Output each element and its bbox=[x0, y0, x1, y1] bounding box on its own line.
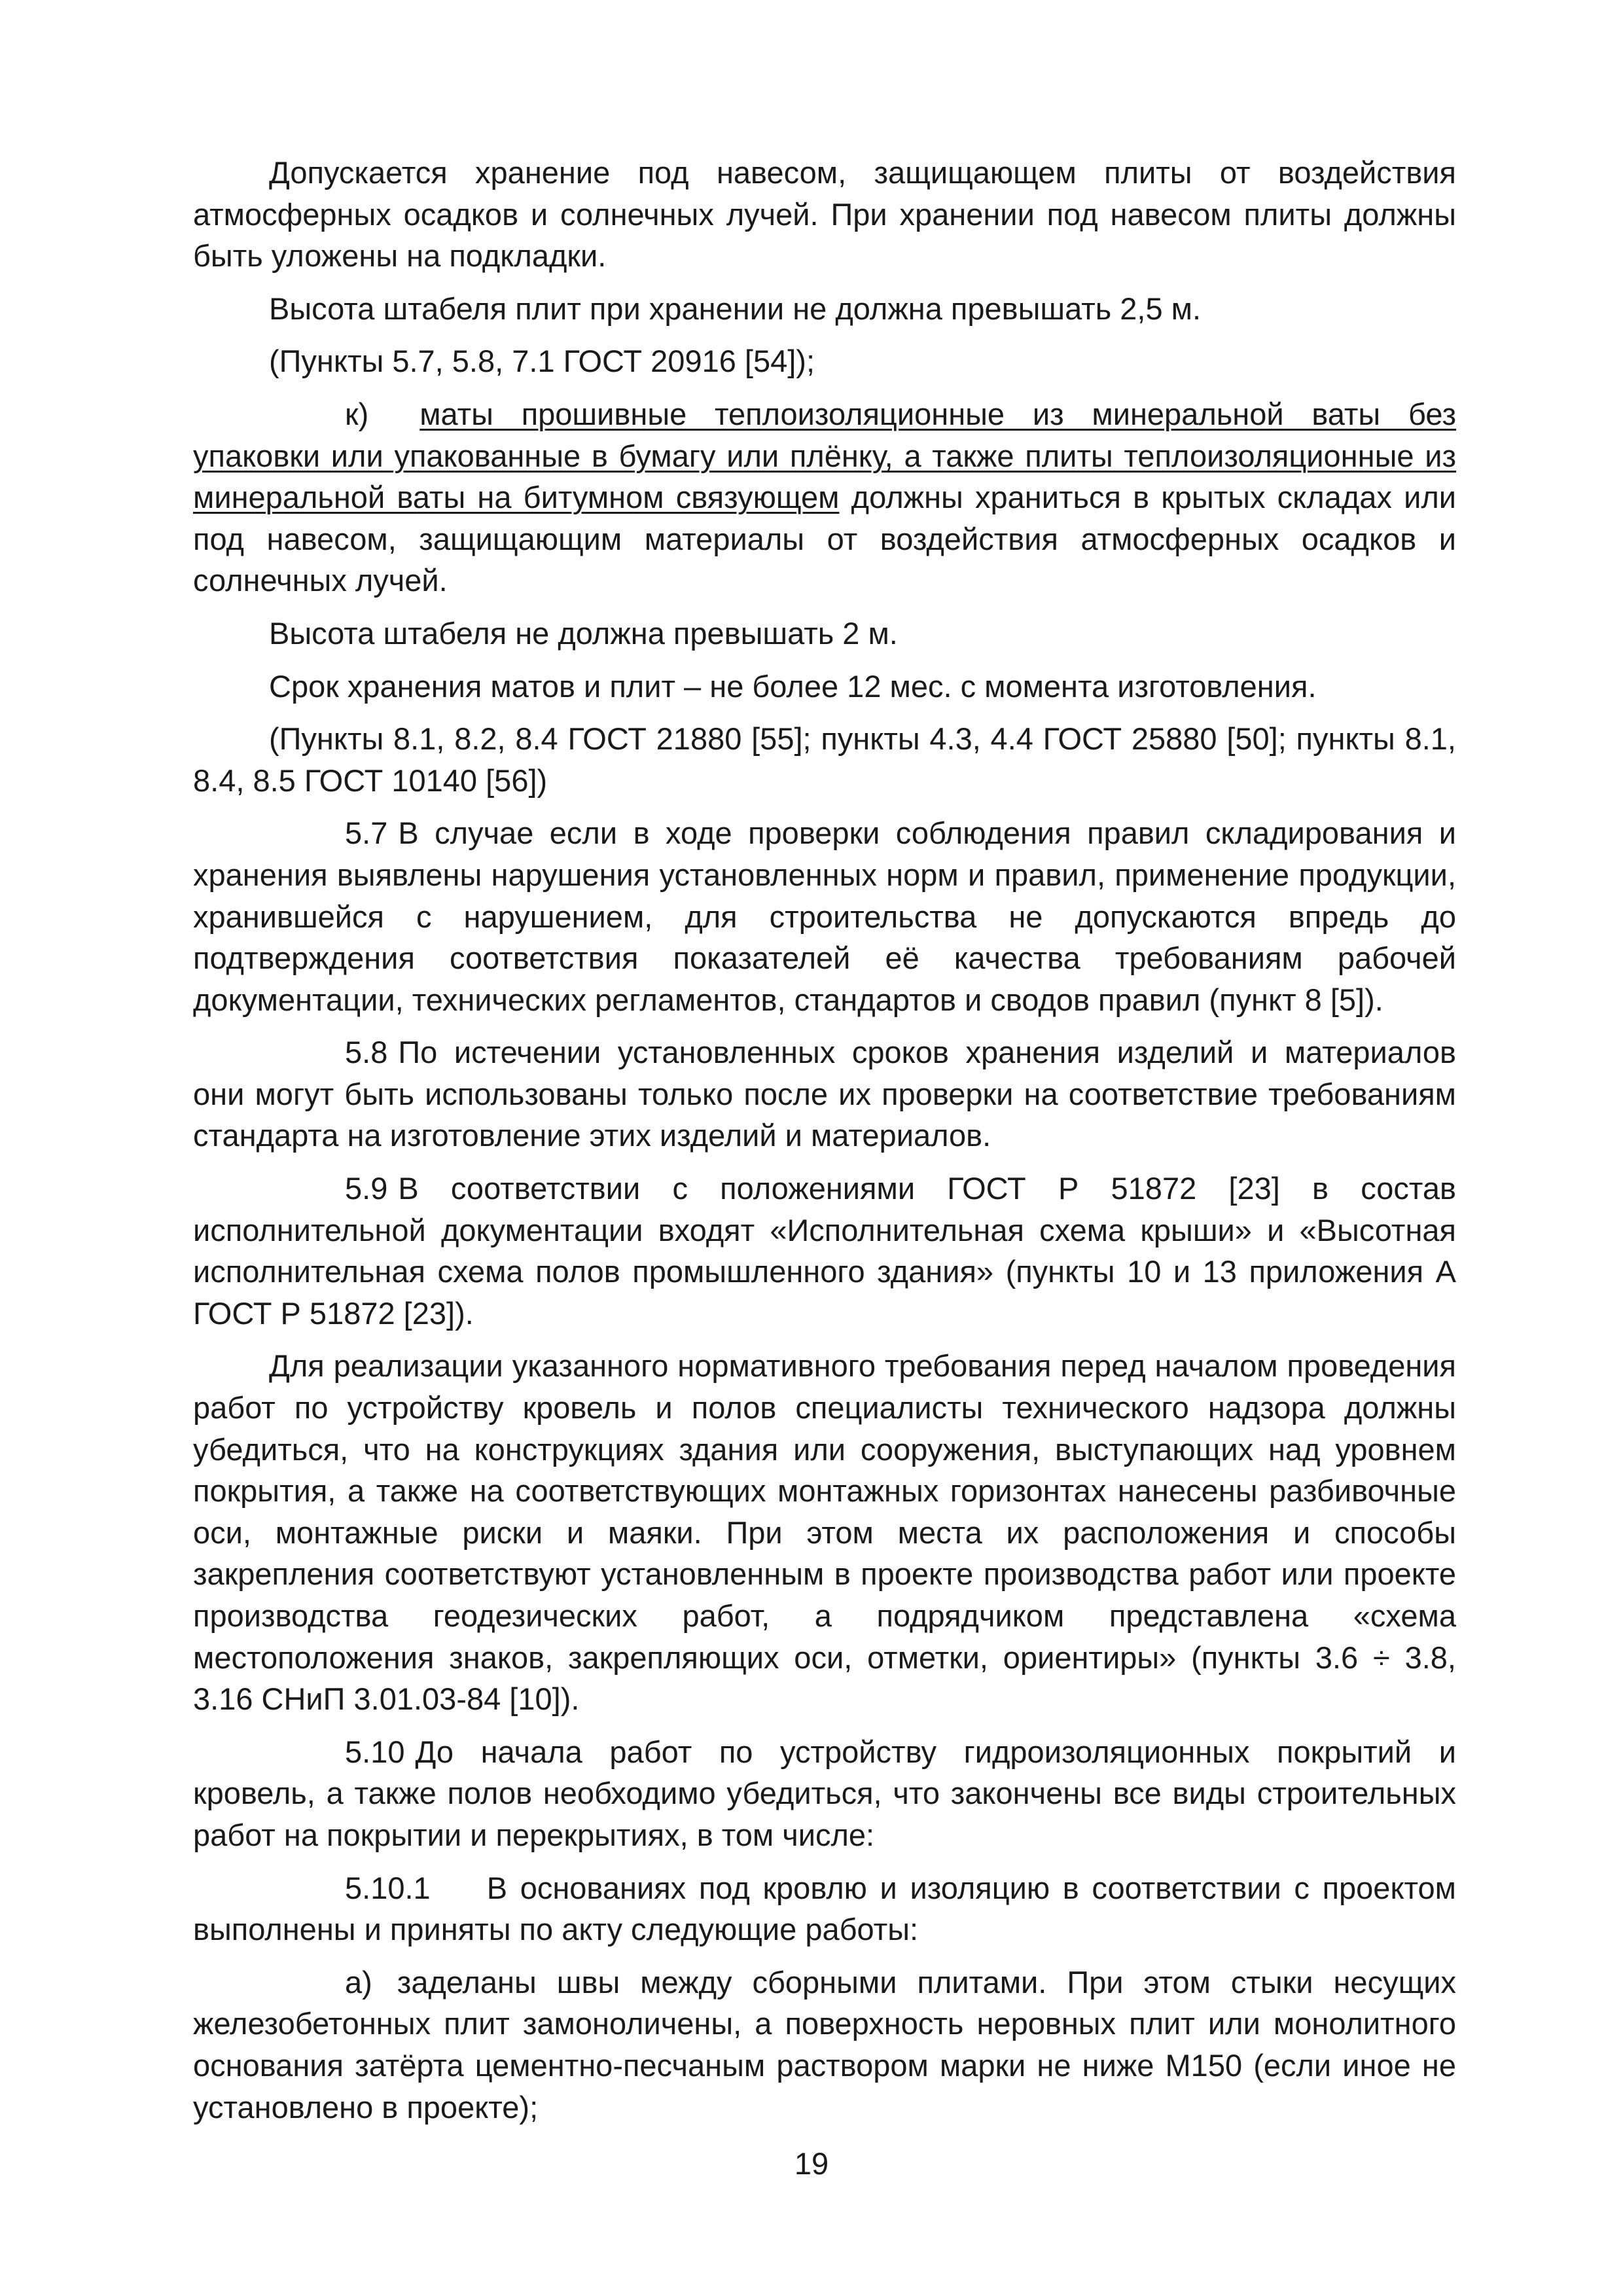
paragraph-text: Допускается хранение под навесом, защищающем плиты от воздействия атмосферных осадков и солнечных лучей. При хранении под навесом плиты должны быть уложены на подкладки. bbox=[193, 155, 1456, 274]
list-marker: а) bbox=[345, 1964, 372, 2000]
section-5-10 bbox=[193, 1731, 1456, 1856]
paragraph-text: Срок хранения матов и плит – не более 12 мес. с момента изготовления. bbox=[269, 668, 1317, 704]
paragraph bbox=[193, 666, 1456, 708]
paragraph-text: Высота штабеля плит при хранении не должна превышать 2,5 м. bbox=[269, 291, 1202, 326]
paragraph bbox=[193, 718, 1456, 801]
section-5-8 bbox=[193, 1031, 1456, 1157]
paragraph-text: В основаниях под кровлю и изоляцию в соответствии с проектом выполнены и приняты по акту следующие работы: bbox=[193, 1870, 1456, 1947]
section-5-7 bbox=[193, 812, 1456, 1020]
paragraph-text: В случае если в ходе проверки соблюдения правил складирования и хранения выявлены нарушения установленных норм и правил, применение продукции, хранившейся с нарушением, для строительства не допускаются впредь до подтверждения соответствия показателей её качества требованиям рабочей документации, технических регламентов, стандартов и сводов правил (пункт 8 [5]). bbox=[193, 816, 1456, 1017]
paragraph bbox=[193, 288, 1456, 330]
section-number: 5.10 bbox=[345, 1734, 405, 1769]
paragraph-text: Высота штабеля не должна превышать 2 м. bbox=[269, 615, 898, 651]
list-item-k bbox=[193, 393, 1456, 601]
paragraph-text: В соответствии с положениями ГОСТ Р 51872 [23] в состав исполнительной документации входят «Исполнительная схема крыши» и «Высотная исполнительная схема полов промышленного здания» (пункты 10 и 13 приложения А ГОСТ Р 51872 [23]). bbox=[193, 1171, 1456, 1331]
section-number: 5.8 bbox=[345, 1035, 388, 1070]
paragraph-text: До начала работ по устройству гидроизоляционных покрытий и кровель, а также полов необходимо убедиться, что закончены все виды строительных работ на покрытии и перекрытиях, в том числе: bbox=[193, 1734, 1456, 1852]
document-body bbox=[193, 152, 1456, 2139]
paragraph bbox=[193, 1345, 1456, 1719]
section-number: 5.9 bbox=[345, 1171, 388, 1206]
underlined-text: маты прошивные теплоизоляционные из минеральной ваты без упаковки или упакованные в бумагу или плёнку, а также плиты теплоизоляционные из минеральной ваты на битумном связующем bbox=[193, 396, 1456, 515]
section-number: 5.10.1 bbox=[345, 1870, 431, 1905]
section-number: 5.7 bbox=[345, 816, 388, 851]
paragraph-text: должны храниться в крытых складах или под навесом, защищающим материалы от воздействия атмосферных осадков и солнечных лучей. bbox=[193, 480, 1456, 598]
list-marker: к) bbox=[345, 396, 369, 431]
paragraph-text: (Пункты 5.7, 5.8, 7.1 ГОСТ 20916 [54]); bbox=[269, 344, 815, 379]
section-5-9 bbox=[193, 1168, 1456, 1334]
paragraph-text: По истечении установленных сроков хранения изделий и материалов они могут быть использованы только после их проверки на соответствие требованиям стандарта на изготовление этих изделий и материалов. bbox=[193, 1035, 1456, 1153]
paragraph bbox=[193, 152, 1456, 277]
paragraph bbox=[193, 340, 1456, 382]
paragraph-text: (Пункты 8.1, 8.2, 8.4 ГОСТ 21880 [55]; пункты 4.3, 4.4 ГОСТ 25880 [50]; пункты 8.1, 8.4, 8.5 ГОСТ 10140 [56]) bbox=[193, 721, 1456, 798]
page-number: 19 bbox=[794, 2146, 829, 2181]
list-item-a bbox=[193, 1962, 1456, 2128]
paragraph-text: Для реализации указанного нормативного требования перед началом проведения работ по устройству кровель и полов специалисты технического надзора должны убедиться, что на конструкциях здания или сооружения, выступающих над уровнем покрытия, а также на соответствующих монтажных горизонтах нанесены разбивочные оси, монтажные риски и маяки. При этом места их расположения и способы закрепления соответствуют установленным в проекте производства работ или проекте производства геодезических работ, а подрядчиком представлена «схема местоположения знаков, закрепляющих оси, отметки, ориентиры» (пункты 3.6 ÷ 3.8, 3.16 СНиП 3.01.03-84 [10]). bbox=[193, 1348, 1456, 1717]
paragraph-text: заделаны швы между сборными плитами. При этом стыки несущих железобетонных плит замоноличены, а поверхность неровных плит или монолитного основания затёрта цементно-песчаным раствором марки не ниже М150 (если иное не установлено в проекте); bbox=[193, 1964, 1456, 2125]
section-5-10-1 bbox=[193, 1867, 1456, 1950]
paragraph bbox=[193, 613, 1456, 655]
